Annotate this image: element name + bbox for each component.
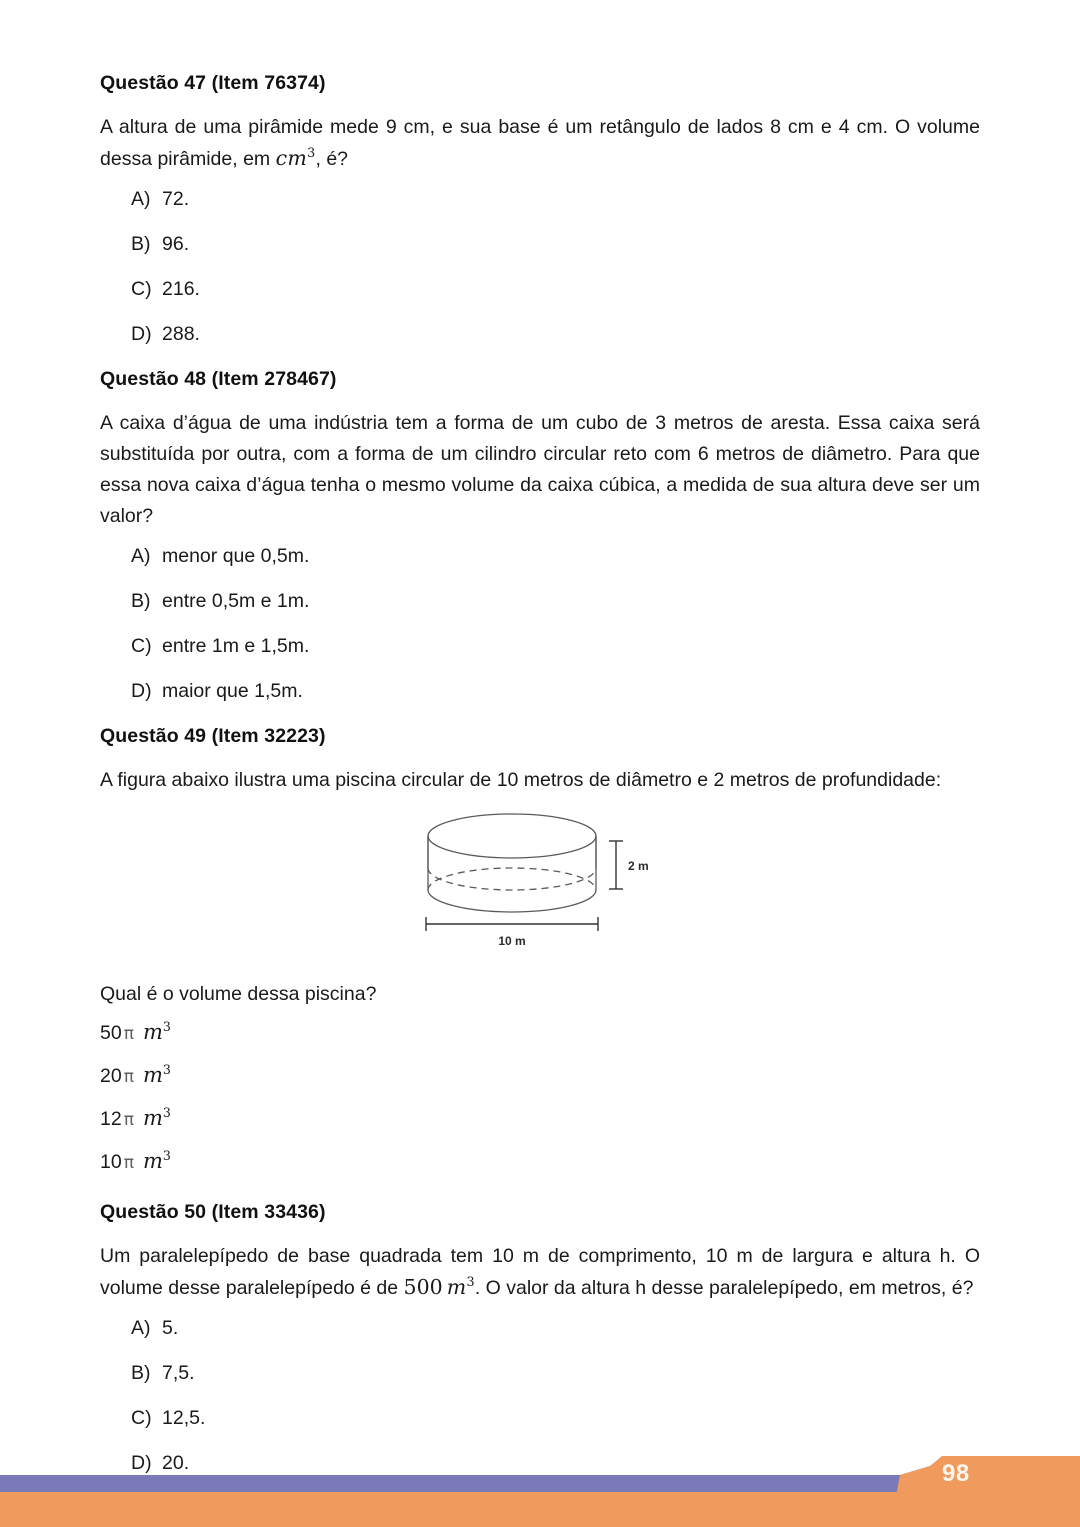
option-label: 288. <box>162 323 200 345</box>
option-coefficient: 12 <box>100 1108 122 1130</box>
option-item[interactable] <box>100 1406 980 1430</box>
option-unit <box>143 1149 171 1173</box>
option-unit <box>143 1020 171 1044</box>
question-50-title: Questão 50 (Item 33436) <box>100 1201 326 1223</box>
math-base: cm <box>275 146 308 170</box>
diameter-label: 10 m <box>498 934 526 948</box>
unit-base: m <box>142 1020 163 1044</box>
option-unit <box>143 1106 171 1130</box>
question-47-statement <box>100 112 980 175</box>
option-label: 7,5. <box>162 1362 195 1384</box>
cylinder-pool-diagram <box>420 808 660 963</box>
option-coefficient: 50 <box>100 1022 122 1044</box>
question-49 <box>100 725 980 1175</box>
question-48 <box>100 368 980 703</box>
option-label: entre 0,5m e 1m. <box>162 590 310 612</box>
option-letter: A) <box>131 1317 151 1339</box>
question-48-statement: A caixa d’água de uma indústria tem a forma de um cubo de 3 metros de aresta. Essa caixa será substituída por outra, com a forma de um cilindro circular reto com 6 metros de diâmetro. Para que essa nova caixa d’água tenha o mesmo volume da caixa cúbica, a medida de sua altura deve ser um valor? <box>100 412 980 527</box>
option-letter: B) <box>131 1362 151 1384</box>
option-letter: B) <box>131 590 151 612</box>
inline-math-cm-cubed <box>276 146 316 170</box>
math-exponent: 3 <box>466 1274 475 1290</box>
option-item[interactable] <box>100 1149 980 1175</box>
option-item[interactable] <box>100 277 980 301</box>
cylinder-bottom-front-arc <box>428 890 596 912</box>
option-letter: C) <box>131 1407 152 1429</box>
option-item[interactable] <box>100 1361 980 1385</box>
option-label: entre 1m e 1,5m. <box>162 635 310 657</box>
option-item[interactable] <box>100 1106 980 1132</box>
unit-base: m <box>142 1063 163 1087</box>
question-49-options <box>100 1020 980 1175</box>
pi-symbol: π <box>123 1024 134 1044</box>
question-50-statement <box>100 1241 980 1304</box>
page-number: 98 <box>942 1460 970 1487</box>
option-item[interactable] <box>100 1316 980 1340</box>
question-50-statement-tail: . O valor da altura h desse paralelepípedo, em metros, é? <box>474 1277 974 1299</box>
option-letter: C) <box>131 635 152 657</box>
option-letter: A) <box>131 545 151 567</box>
unit-exponent: 3 <box>162 1062 171 1077</box>
option-coefficient: 20 <box>100 1065 122 1087</box>
question-49-statement: A figura abaixo ilustra uma piscina circular de 10 metros de diâmetro e 2 metros de profundidade: <box>100 769 942 791</box>
option-label: 12,5. <box>162 1407 206 1429</box>
option-letter: A) <box>131 188 151 210</box>
option-coefficient: 10 <box>100 1151 122 1173</box>
option-item[interactable] <box>100 1063 980 1089</box>
math-base: m <box>446 1275 467 1299</box>
question-49-prompt: Qual é o volume dessa piscina? <box>100 983 377 1005</box>
unit-base: m <box>142 1106 163 1130</box>
option-item[interactable] <box>100 544 980 568</box>
option-letter: C) <box>131 278 152 300</box>
option-label: menor que 0,5m. <box>162 545 310 567</box>
option-label: maior que 1,5m. <box>162 680 303 702</box>
option-label: 20. <box>162 1452 190 1474</box>
option-item[interactable] <box>100 589 980 613</box>
option-letter: D) <box>131 323 152 345</box>
question-47-title: Questão 47 (Item 76374) <box>100 72 326 94</box>
question-49-figure <box>100 808 980 963</box>
height-label: 2 m <box>628 859 649 873</box>
option-item[interactable] <box>100 322 980 346</box>
question-47-options <box>100 187 980 346</box>
cylinder-inner-dashed-arc <box>428 868 596 890</box>
option-item[interactable] <box>100 679 980 703</box>
inline-math-m-cubed <box>447 1275 475 1299</box>
option-item[interactable] <box>100 634 980 658</box>
cylinder-bottom-hidden-arc <box>428 868 596 890</box>
question-47 <box>100 72 980 346</box>
inline-math-500: 500 <box>403 1275 443 1299</box>
option-item[interactable] <box>100 1020 980 1046</box>
option-label: 5. <box>162 1317 179 1339</box>
option-label: 96. <box>162 233 190 255</box>
question-48-title: Questão 48 (Item 278467) <box>100 368 337 390</box>
option-letter: D) <box>131 680 152 702</box>
page-footer <box>0 1442 1080 1527</box>
unit-exponent: 3 <box>162 1019 171 1034</box>
question-50 <box>100 1201 980 1475</box>
unit-exponent: 3 <box>162 1105 171 1120</box>
page-content <box>100 72 980 1496</box>
option-unit <box>143 1063 171 1087</box>
option-label: 216. <box>162 278 200 300</box>
option-item[interactable] <box>100 187 980 211</box>
cylinder-top-ellipse <box>428 814 596 858</box>
pi-symbol: π <box>123 1153 134 1173</box>
math-exponent: 3 <box>307 145 316 161</box>
unit-base: m <box>142 1149 163 1173</box>
option-label: 72. <box>162 188 190 210</box>
option-item[interactable] <box>100 232 980 256</box>
pi-symbol: π <box>123 1067 134 1087</box>
question-47-statement-tail: , é? <box>315 148 349 170</box>
question-49-title: Questão 49 (Item 32223) <box>100 725 326 747</box>
option-letter: B) <box>131 233 151 255</box>
question-47-statement-text: A altura de uma pirâmide mede 9 cm, e sua base é um retângulo de lados 8 cm e 4 cm. O volume dessa pirâmide, em <box>100 116 980 170</box>
question-50-statement-text: Um paralelepípedo de base quadrada tem 10 m de comprimento, 10 m de largura e altura h. O volume desse paralelepípedo é de <box>100 1245 980 1299</box>
question-48-options <box>100 544 980 703</box>
pi-symbol: π <box>123 1110 134 1130</box>
unit-exponent: 3 <box>162 1148 171 1163</box>
option-letter: D) <box>131 1452 152 1474</box>
